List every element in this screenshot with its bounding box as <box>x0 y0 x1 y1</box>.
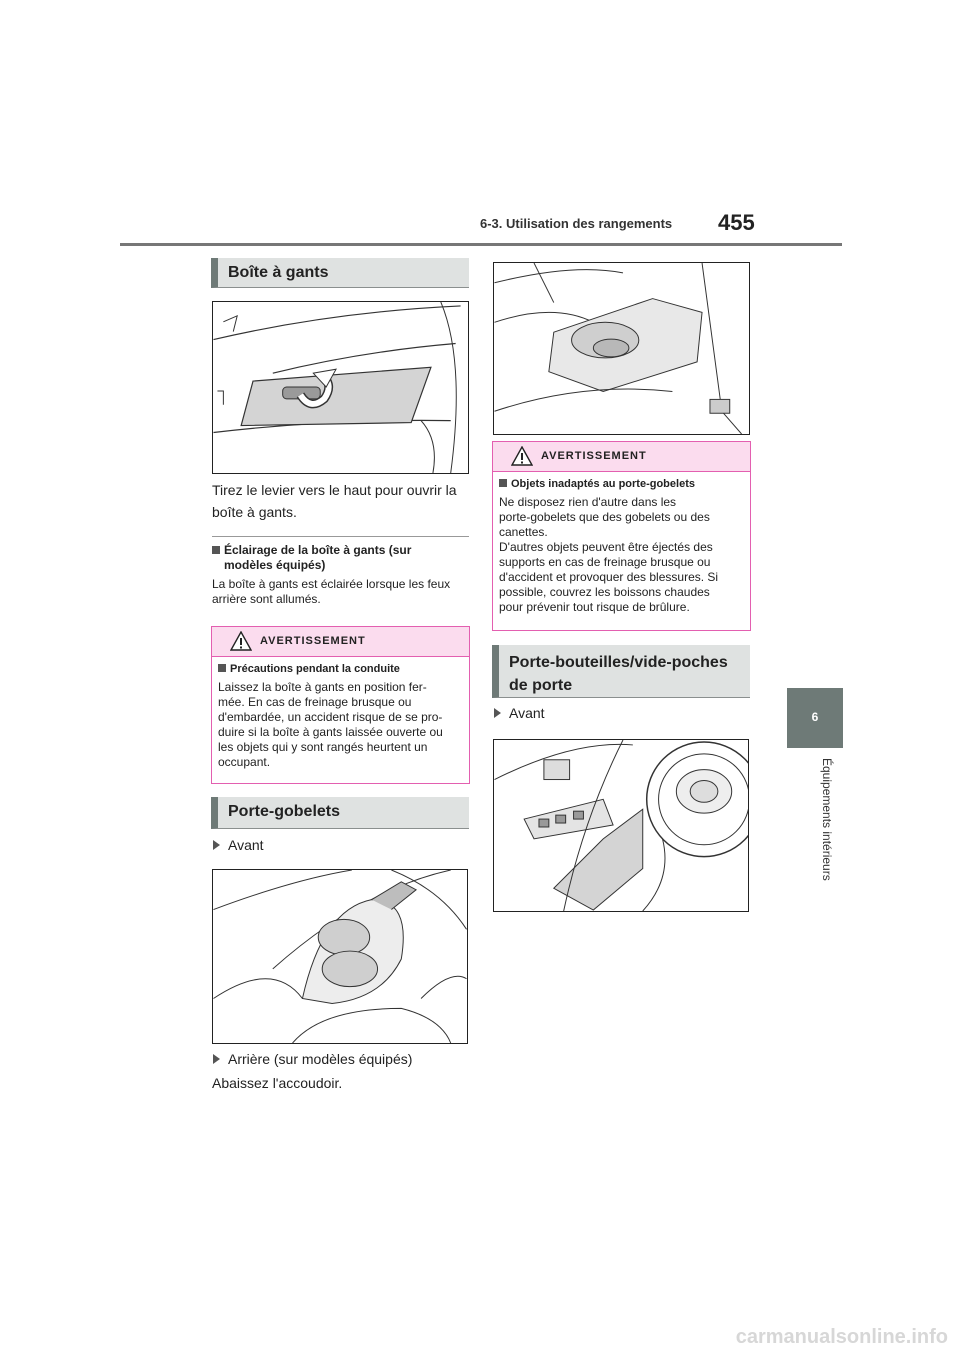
warning-title: AVERTISSEMENT <box>260 635 366 647</box>
glove-box-text-line-2: boîte à gants. <box>212 504 297 520</box>
glove-light-heading-line-1: Éclairage de la boîte à gants (sur <box>212 543 472 558</box>
front-cup-holder-drawing <box>213 870 467 1043</box>
glove-light-text-line-2: arrière sont allumés. <box>212 592 321 606</box>
warning-triangle-icon <box>230 631 252 651</box>
glove-box-text <box>212 479 472 523</box>
warning-body <box>212 657 469 775</box>
chapter-tab: 6 <box>787 688 843 748</box>
glove-box-text-line-1: Tirez le levier vers le haut pour ouvrir la <box>212 482 457 498</box>
glove-light-text-line-1: La boîte à gants est éclairée lorsque les feux <box>212 577 451 591</box>
warning-box-cup <box>492 441 751 631</box>
glove-light-heading-line-2: modèles équipés) <box>224 558 326 572</box>
bottle-holders-heading <box>492 645 750 698</box>
warning-subheading: Objets inadaptés au porte-gobelets <box>499 477 744 492</box>
cup-rear-label: Arrière (sur modèles équipés) <box>213 1048 412 1070</box>
warning-line: canettes. <box>499 525 548 539</box>
bottle-holders-heading-line-2: de porte <box>509 677 573 694</box>
square-bullet-icon <box>212 546 220 554</box>
warning-line: D'autres objets peuvent être éjectés des <box>499 540 713 554</box>
warning-line: pour prévenir tout risque de brûlure. <box>499 600 690 614</box>
door-bottle-holder-illustration <box>493 739 749 912</box>
glove-box-heading-text: Boîte à gants <box>228 264 329 281</box>
warning-line: d'embardée, un accident risque de se pro- <box>218 710 443 724</box>
rear-cup-holder-drawing <box>494 263 749 434</box>
warning-line: possible, couvrez les boissons chaudes <box>499 585 710 599</box>
front-cup-holder-illustration <box>212 869 468 1044</box>
watermark: carmanualsonline.info <box>735 1326 948 1348</box>
glove-box-drawing <box>213 302 468 473</box>
warning-line: porte-gobelets que des gobelets ou des <box>499 510 710 524</box>
warning-title: AVERTISSEMENT <box>541 450 647 462</box>
glove-box-heading <box>211 258 469 288</box>
door-bottle-holder-drawing <box>494 740 748 911</box>
warning-line: les objets qui y sont rangés heurtent un <box>218 740 428 754</box>
warning-line: d'accident et provoquer des blessures. Si <box>499 570 719 584</box>
cup-holders-heading-text: Porte-gobelets <box>228 803 341 820</box>
rear-cup-holder-illustration <box>493 262 750 435</box>
glove-light-heading <box>212 543 472 573</box>
warning-line: occupant. <box>218 755 271 769</box>
glove-box-illustration <box>212 301 469 474</box>
cup-rear-text: Abaissez l'accoudoir. <box>212 1075 343 1091</box>
triangle-bullet-icon <box>213 1054 220 1064</box>
warning-subheading: Précautions pendant la conduite <box>218 662 463 677</box>
triangle-bullet-icon <box>213 840 220 850</box>
warning-line: duire si la boîte à gants laissée ouverte ou <box>218 725 443 739</box>
warning-line: Laissez la boîte à gants en position fer- <box>218 680 427 694</box>
cup-front-label: Avant <box>213 834 264 856</box>
divider <box>212 536 469 537</box>
section-title: 6-3. Utilisation des rangements <box>480 216 673 231</box>
warning-box-glove <box>211 626 470 784</box>
warning-body <box>493 472 750 620</box>
warning-text <box>218 680 463 770</box>
glove-light-text <box>212 577 477 607</box>
page-number: 455 <box>718 210 755 235</box>
square-bullet-icon <box>499 479 507 487</box>
square-bullet-icon <box>218 664 226 672</box>
warning-line: Ne disposez rien d'autre dans les <box>499 495 677 509</box>
warning-triangle-icon <box>511 446 533 466</box>
warning-line: mée. En cas de freinage brusque ou <box>218 695 412 709</box>
triangle-bullet-icon <box>494 708 501 718</box>
bottle-holders-heading-line-1: Porte-bouteilles/vide-poches <box>509 654 728 671</box>
warning-line: supports en cas de freinage brusque ou <box>499 555 711 569</box>
warning-text <box>499 495 744 615</box>
bottle-front-label: Avant <box>494 702 545 724</box>
header-rule <box>120 243 842 246</box>
warning-header <box>212 627 469 657</box>
cup-holders-heading <box>211 797 469 829</box>
warning-header <box>493 442 750 472</box>
chapter-label: Équipements intérieurs <box>820 758 834 881</box>
